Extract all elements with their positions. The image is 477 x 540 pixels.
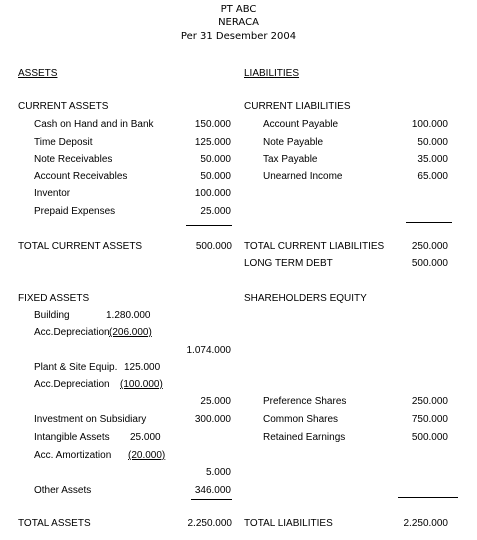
total-assets-value: 2.250.000 xyxy=(187,518,232,529)
current-liabilities-title: CURRENT LIABILITIES xyxy=(244,101,351,112)
amortization-value: (20.000) xyxy=(128,450,166,461)
report-period: Per 31 Desember 2004 xyxy=(180,31,297,42)
asset-label: Prepaid Expenses xyxy=(34,206,116,217)
asset-label: Account Receivables xyxy=(34,171,128,182)
plant-label: Plant & Site Equip. xyxy=(34,362,118,373)
liabilities-heading: LIABILITIES xyxy=(244,68,300,79)
fixed-assets-title: FIXED ASSETS xyxy=(18,293,90,304)
asset-label: Cash on Hand and in Bank xyxy=(34,119,154,130)
subtotal-rule xyxy=(191,499,232,500)
asset-value: 125.000 xyxy=(194,137,231,148)
total-current-assets-value: 500.000 xyxy=(195,241,232,252)
liability-label: Account Payable xyxy=(263,119,339,130)
plant-depreciation-label: Acc.Depreciation xyxy=(34,379,110,390)
investment-label: Investment on Subsidiary xyxy=(34,414,147,425)
asset-value: 50.000 xyxy=(200,171,231,182)
current-assets-title: CURRENT ASSETS xyxy=(18,101,109,112)
plant-net-value: 25.000 xyxy=(200,396,231,407)
asset-value: 100.000 xyxy=(194,188,231,199)
equity-value: 500.000 xyxy=(411,432,448,443)
equity-value: 750.000 xyxy=(411,414,448,425)
total-current-assets-label: TOTAL CURRENT ASSETS xyxy=(18,241,143,252)
liability-label: Tax Payable xyxy=(263,154,318,165)
plant-depreciation-value: (100.000) xyxy=(120,379,163,390)
report-title: NERACA xyxy=(218,17,259,28)
subtotal-rule xyxy=(406,222,452,223)
liability-value: 50.000 xyxy=(417,137,448,148)
total-liabilities-label: TOTAL LIABILITIES xyxy=(244,518,333,529)
total-current-liabilities-label: TOTAL CURRENT LIABILITIES xyxy=(244,241,385,252)
building-depreciation-label: Acc.Depreciation xyxy=(34,327,110,338)
liability-value: 35.000 xyxy=(417,154,448,165)
long-term-debt-value: 500.000 xyxy=(411,258,448,269)
asset-value: 25.000 xyxy=(200,206,231,217)
intangible-label: Intangible Assets xyxy=(34,432,110,443)
other-assets-value: 346.000 xyxy=(194,485,231,496)
liability-label: Note Payable xyxy=(263,137,324,148)
asset-label: Time Deposit xyxy=(34,137,93,148)
equity-value: 250.000 xyxy=(411,396,448,407)
other-assets-label: Other Assets xyxy=(34,485,92,496)
building-depreciation-value: (206.000) xyxy=(109,327,152,338)
amortization-label: Acc. Amortization xyxy=(34,450,112,461)
total-assets-label: TOTAL ASSETS xyxy=(18,518,91,529)
asset-value: 150.000 xyxy=(194,119,231,130)
plant-value: 125.000 xyxy=(124,362,161,373)
liability-value: 65.000 xyxy=(417,171,448,182)
asset-value: 50.000 xyxy=(200,154,231,165)
total-liabilities-value: 2.250.000 xyxy=(403,518,448,529)
liability-value: 100.000 xyxy=(411,119,448,130)
subtotal-rule xyxy=(186,225,232,226)
assets-heading: ASSETS xyxy=(18,68,58,79)
asset-label: Note Receivables xyxy=(34,154,113,165)
equity-label: Retained Earnings xyxy=(263,432,346,443)
equity-label: Common Shares xyxy=(263,414,339,425)
long-term-debt-label: LONG TERM DEBT xyxy=(244,258,333,269)
intangible-net-value: 5.000 xyxy=(205,467,231,478)
equity-title: SHAREHOLDERS EQUITY xyxy=(244,293,367,304)
equity-label: Preference Shares xyxy=(263,396,347,407)
total-current-liabilities-value: 250.000 xyxy=(411,241,448,252)
building-label: Building xyxy=(34,310,70,321)
intangible-value: 25.000 xyxy=(130,432,161,443)
building-value: 1.280.000 xyxy=(106,310,151,321)
company-name: PT ABC xyxy=(220,4,257,15)
investment-value: 300.000 xyxy=(194,414,231,425)
asset-label: Inventor xyxy=(34,188,71,199)
building-net-value: 1.074.000 xyxy=(186,345,231,356)
subtotal-rule xyxy=(398,497,458,498)
liability-label: Unearned Income xyxy=(263,171,343,182)
